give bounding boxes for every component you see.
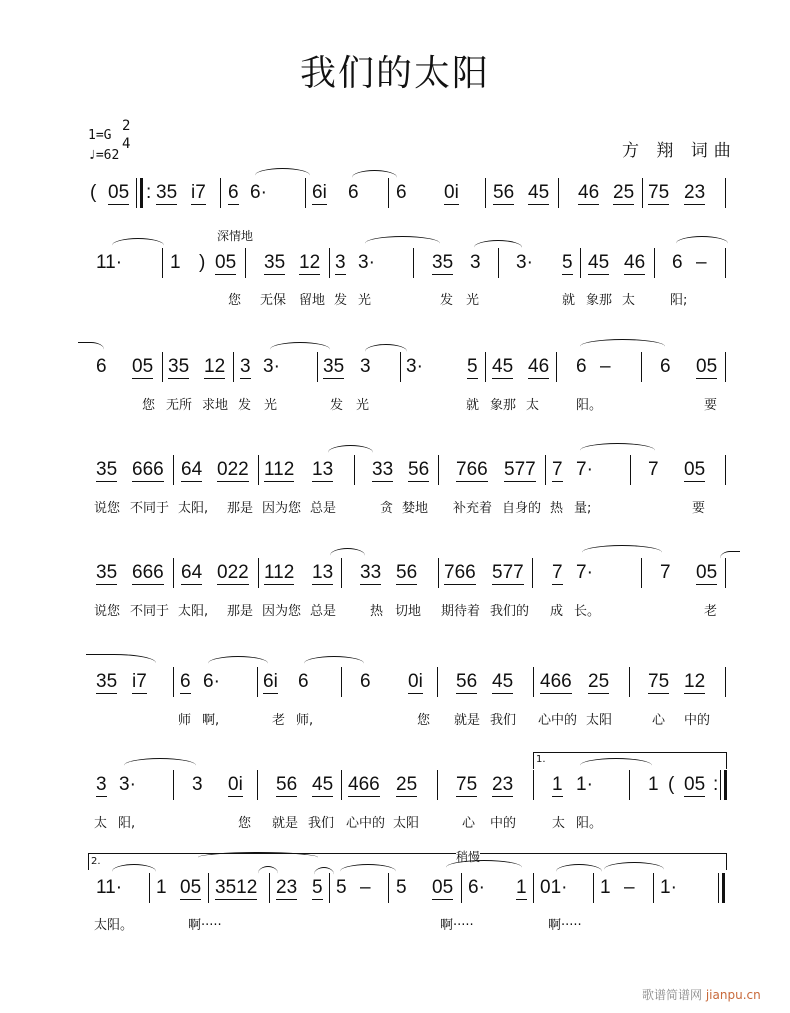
- lyric: 切地: [395, 604, 422, 619]
- lyric: 啊·····: [188, 918, 222, 933]
- lyric: 我们: [308, 816, 335, 831]
- note: 56: [276, 774, 298, 795]
- lyric: 发: [238, 398, 252, 413]
- note: 3·: [119, 774, 136, 795]
- note: 3: [470, 252, 481, 273]
- note: 35: [432, 252, 454, 273]
- lyric: 要: [704, 398, 718, 413]
- tie: [304, 656, 364, 671]
- expression-mark: 深情地: [217, 229, 254, 243]
- note: 6: [660, 356, 671, 377]
- lyric: 因为您: [262, 604, 302, 619]
- note: 3·: [406, 356, 423, 377]
- barline: [629, 667, 630, 697]
- note: 6·: [203, 671, 220, 692]
- lyric: 象那: [586, 293, 613, 308]
- note: 56: [408, 459, 430, 480]
- barline: [438, 455, 439, 485]
- dash: –: [600, 356, 611, 377]
- note: 01·: [540, 877, 568, 898]
- barline: [725, 248, 726, 278]
- note: 3512: [215, 877, 258, 898]
- lyric: 无保: [260, 293, 287, 308]
- repeat-end-barline: [720, 770, 727, 800]
- lyric: 说您: [94, 501, 121, 516]
- barline: [269, 873, 270, 903]
- note: 46: [528, 356, 550, 377]
- note: 7: [648, 459, 659, 480]
- note: 12: [299, 252, 321, 273]
- lyric: 阳。: [576, 816, 603, 831]
- lyric: 太: [526, 398, 540, 413]
- tie: [208, 656, 268, 671]
- note: 12: [204, 356, 226, 377]
- note: 6i: [312, 182, 327, 203]
- barline: [257, 770, 258, 800]
- lyric: 中的: [684, 713, 711, 728]
- dash: –: [696, 252, 707, 273]
- barline: [149, 873, 150, 903]
- volta-number: 1.: [536, 754, 546, 765]
- barline: [173, 558, 174, 588]
- barline: [629, 770, 630, 800]
- note: 05: [180, 877, 202, 898]
- lyric: 阳。: [576, 398, 603, 413]
- note: 05: [684, 459, 706, 480]
- dash: –: [624, 877, 635, 898]
- lyric: 求地: [202, 398, 229, 413]
- note: 64: [181, 562, 203, 583]
- note: 766: [456, 459, 488, 480]
- lyric: 量;: [574, 501, 592, 516]
- repeat-dots: :: [713, 774, 719, 795]
- lyric: 那是: [227, 604, 254, 619]
- note: 05: [215, 252, 237, 273]
- lyric: 自身的: [502, 501, 542, 516]
- note: 022: [217, 562, 249, 583]
- note: 6: [180, 671, 191, 692]
- note: 6·: [468, 877, 485, 898]
- note: 112: [264, 562, 295, 583]
- note: 3·: [516, 252, 533, 273]
- note: 23: [492, 774, 514, 795]
- barline: [641, 558, 642, 588]
- barline: [580, 248, 581, 278]
- lyric: 发: [330, 398, 344, 413]
- tie: [270, 342, 330, 357]
- barline: [498, 248, 499, 278]
- composer-credit: 方 翔 词曲: [622, 141, 737, 161]
- barline: [654, 248, 655, 278]
- note: 3: [96, 774, 107, 795]
- lyric: 贪: [380, 501, 394, 516]
- note: 3: [240, 356, 251, 377]
- lyric: 光: [466, 293, 480, 308]
- barline: [725, 178, 726, 208]
- lyric: 要: [692, 501, 706, 516]
- note: 64: [181, 459, 203, 480]
- time-signature-bottom: 4: [122, 136, 131, 152]
- note: 33: [372, 459, 394, 480]
- lyric: 老: [704, 604, 718, 619]
- tie: [314, 867, 334, 882]
- lyric: 光: [356, 398, 370, 413]
- barline: [558, 178, 559, 208]
- lyric: 说您: [94, 604, 121, 619]
- tie: [556, 864, 602, 879]
- tie: [582, 545, 662, 560]
- lyric: 啊·····: [440, 918, 474, 933]
- note: i7: [191, 182, 206, 203]
- note: 5: [336, 877, 347, 898]
- note: 33: [360, 562, 382, 583]
- lyric: 您: [417, 713, 431, 728]
- barline: [438, 558, 439, 588]
- note: 022: [217, 459, 249, 480]
- lyric: 无所: [166, 398, 193, 413]
- note: 1: [516, 877, 527, 898]
- lyric: 我们: [490, 713, 517, 728]
- note: 45: [528, 182, 550, 203]
- lyric: 您: [228, 293, 242, 308]
- lyric: 因为您: [262, 501, 302, 516]
- note: 1·: [660, 877, 677, 898]
- note: 35: [96, 671, 118, 692]
- lyric: 就: [562, 293, 576, 308]
- final-barline: [718, 873, 725, 903]
- note: 35: [168, 356, 190, 377]
- note: 05: [432, 877, 454, 898]
- note: 35: [96, 459, 118, 480]
- note: 35: [156, 182, 178, 203]
- lyric: 阳,: [118, 816, 136, 831]
- note: 7·: [576, 459, 593, 480]
- tie: [258, 866, 278, 881]
- barline: [485, 178, 486, 208]
- lyric: 中的: [490, 816, 517, 831]
- note: 25: [613, 182, 635, 203]
- key-signature: 1=G: [88, 128, 112, 143]
- barline: [533, 667, 534, 697]
- lyric: 我们的: [490, 604, 530, 619]
- note: 666: [132, 459, 164, 480]
- repeat-dots: :: [146, 182, 152, 203]
- note: 05: [108, 182, 130, 203]
- barline: [388, 178, 389, 208]
- note: 7: [660, 562, 671, 583]
- note: 23: [276, 877, 298, 898]
- lyric: 太阳: [586, 713, 613, 728]
- note: 6: [396, 182, 407, 203]
- note: 5: [467, 356, 478, 377]
- note: 7: [552, 562, 563, 583]
- lyric: 就是: [454, 713, 481, 728]
- barline: [329, 248, 330, 278]
- lyric: 象那: [490, 398, 517, 413]
- note: 45: [492, 671, 514, 692]
- barline: [413, 248, 414, 278]
- note: 35: [323, 356, 345, 377]
- lyric: 心: [652, 713, 666, 728]
- note: 6: [298, 671, 309, 692]
- barline: [162, 352, 163, 382]
- watermark-domain: jianpu.cn: [705, 988, 761, 1002]
- note: 1: [600, 877, 611, 898]
- note: i7: [132, 671, 147, 692]
- barline: [400, 352, 401, 382]
- note: 577: [492, 562, 524, 583]
- note: 35: [96, 562, 118, 583]
- barline: [533, 770, 534, 800]
- note: 45: [312, 774, 334, 795]
- barline: [162, 248, 163, 278]
- lyric: 心: [462, 816, 476, 831]
- barline: [388, 873, 389, 903]
- lyric: 发: [440, 293, 454, 308]
- note: 45: [588, 252, 610, 273]
- note: 46: [624, 252, 646, 273]
- lyric: 长。: [574, 604, 601, 619]
- lyric: 成: [550, 604, 564, 619]
- note: 75: [648, 671, 670, 692]
- barline: [630, 455, 631, 485]
- tie: [112, 238, 164, 253]
- lyric: 光: [264, 398, 278, 413]
- note: 12: [684, 671, 706, 692]
- note: 3: [360, 356, 371, 377]
- tie: [580, 339, 665, 354]
- note: 05: [132, 356, 154, 377]
- lyric: 太阳。: [94, 918, 134, 933]
- paren-close: ): [199, 252, 206, 273]
- tie: [352, 170, 397, 185]
- note: 13: [312, 459, 334, 480]
- lyric: 热: [370, 604, 384, 619]
- tie: [124, 758, 196, 773]
- tie: [365, 236, 440, 251]
- lyric: 期待着: [441, 604, 481, 619]
- barline: [641, 352, 642, 382]
- barline: [725, 455, 726, 485]
- note: 7·: [576, 562, 593, 583]
- tie: [580, 758, 652, 773]
- barline: [485, 352, 486, 382]
- note: 6: [228, 182, 239, 203]
- lyric: 太: [552, 816, 566, 831]
- note: 666: [132, 562, 164, 583]
- note: 6: [96, 356, 107, 377]
- note: 45: [492, 356, 514, 377]
- barline: [329, 873, 330, 903]
- lyric: 太阳: [393, 816, 420, 831]
- note: 3: [335, 252, 346, 273]
- barline: [556, 352, 557, 382]
- barline: [173, 770, 174, 800]
- note: 25: [588, 671, 610, 692]
- note: 6: [348, 182, 359, 203]
- lyric: 师,: [296, 713, 314, 728]
- barline: [258, 558, 259, 588]
- lyric: 老: [272, 713, 286, 728]
- lyric: 您: [142, 398, 156, 413]
- barline: [317, 352, 318, 382]
- note: 1: [156, 877, 167, 898]
- barline: [545, 455, 546, 485]
- note: 112: [264, 459, 295, 480]
- tie: [86, 654, 156, 669]
- dash: –: [360, 877, 371, 898]
- repeat-start-barline: [136, 178, 143, 208]
- lyric: 您: [238, 816, 252, 831]
- lyric: 不同于: [130, 501, 170, 516]
- barline: [593, 873, 594, 903]
- watermark-site-name: 歌谱简谱网: [642, 988, 703, 1002]
- barline: [173, 455, 174, 485]
- lyric: 不同于: [130, 604, 170, 619]
- note: 35: [264, 252, 286, 273]
- note: 46: [578, 182, 600, 203]
- slur: [198, 852, 318, 863]
- barline: [725, 667, 726, 697]
- note: 25: [396, 774, 418, 795]
- tempo-marking: ♩=62: [88, 148, 120, 163]
- lyric: 太: [622, 293, 636, 308]
- lyric: 啊·····: [548, 918, 582, 933]
- note: 5: [562, 252, 573, 273]
- tie: [580, 443, 655, 458]
- lyric: 总是: [310, 501, 337, 516]
- barline: [725, 352, 726, 382]
- note: 13: [312, 562, 334, 583]
- barline: [258, 455, 259, 485]
- lyric: 太: [94, 816, 108, 831]
- tie: [328, 445, 373, 460]
- paren-open: (: [90, 182, 97, 203]
- song-title: 我们的太阳: [299, 53, 490, 94]
- tie: [604, 862, 664, 877]
- note: 5: [396, 877, 407, 898]
- tie: [720, 551, 740, 566]
- note: 6i: [263, 671, 278, 692]
- barline: [533, 873, 534, 903]
- lyric: 那是: [227, 501, 254, 516]
- note: 56: [396, 562, 418, 583]
- note: 56: [493, 182, 515, 203]
- note: 1·: [576, 774, 593, 795]
- note: 56: [456, 671, 478, 692]
- lyric: 总是: [310, 604, 337, 619]
- tie: [78, 342, 104, 357]
- barline: [341, 558, 342, 588]
- note: 3·: [263, 356, 280, 377]
- volta-number: 2.: [91, 856, 101, 867]
- note: 75: [648, 182, 670, 203]
- note: 1: [552, 774, 563, 795]
- note: 6: [360, 671, 371, 692]
- lyric: 师: [178, 713, 192, 728]
- note: 6: [576, 356, 587, 377]
- barline: [437, 770, 438, 800]
- lyric: 留地: [299, 293, 326, 308]
- lyric: 光: [358, 293, 372, 308]
- note: 05: [684, 774, 706, 795]
- barline: [341, 667, 342, 697]
- note: 1: [648, 774, 659, 795]
- tie: [676, 236, 728, 251]
- barline: [437, 667, 438, 697]
- lyric: 心中的: [538, 713, 578, 728]
- note: 0i: [408, 671, 423, 692]
- expression-mark: 稍慢: [456, 850, 481, 864]
- note: 05: [696, 562, 718, 583]
- lyric: 婪地: [402, 501, 429, 516]
- lyric: 发: [334, 293, 348, 308]
- barline: [642, 178, 643, 208]
- note: 5: [312, 877, 323, 898]
- note: 466: [348, 774, 380, 795]
- paren-open: (: [668, 774, 675, 795]
- barline: [341, 770, 342, 800]
- barline: [354, 455, 355, 485]
- note: 6: [672, 252, 683, 273]
- site-watermark: [642, 986, 761, 1003]
- tie: [446, 860, 522, 875]
- barline: [653, 873, 654, 903]
- barline: [461, 873, 462, 903]
- barline: [532, 558, 533, 588]
- note: 05: [696, 356, 718, 377]
- lyric: 就: [466, 398, 480, 413]
- note: 577: [504, 459, 536, 480]
- note: 11·: [96, 877, 123, 898]
- lyric: 阳;: [670, 293, 688, 308]
- note: 766: [444, 562, 476, 583]
- time-signature-top: 2: [122, 118, 131, 134]
- note: 11·: [96, 252, 123, 273]
- tie: [255, 168, 310, 183]
- note: 0i: [444, 182, 459, 203]
- barline: [257, 667, 258, 697]
- barline: [233, 352, 234, 382]
- note: 1: [170, 252, 181, 273]
- note: 6·: [250, 182, 267, 203]
- note: 75: [456, 774, 478, 795]
- note: 466: [540, 671, 572, 692]
- lyric: 太阳,: [178, 501, 209, 516]
- barline: [220, 178, 221, 208]
- note: 3·: [358, 252, 375, 273]
- lyric: 热: [550, 501, 564, 516]
- barline: [305, 178, 306, 208]
- lyric: 心中的: [346, 816, 386, 831]
- barline: [208, 873, 209, 903]
- lyric: 就是: [272, 816, 299, 831]
- note: 0i: [228, 774, 243, 795]
- lyric: 太阳,: [178, 604, 209, 619]
- note: 23: [684, 182, 706, 203]
- note: 7: [552, 459, 563, 480]
- barline: [245, 248, 246, 278]
- note: 3: [192, 774, 203, 795]
- tie: [330, 548, 365, 563]
- lyric: 啊,: [202, 713, 220, 728]
- lyric: 补充着: [453, 501, 493, 516]
- barline: [173, 667, 174, 697]
